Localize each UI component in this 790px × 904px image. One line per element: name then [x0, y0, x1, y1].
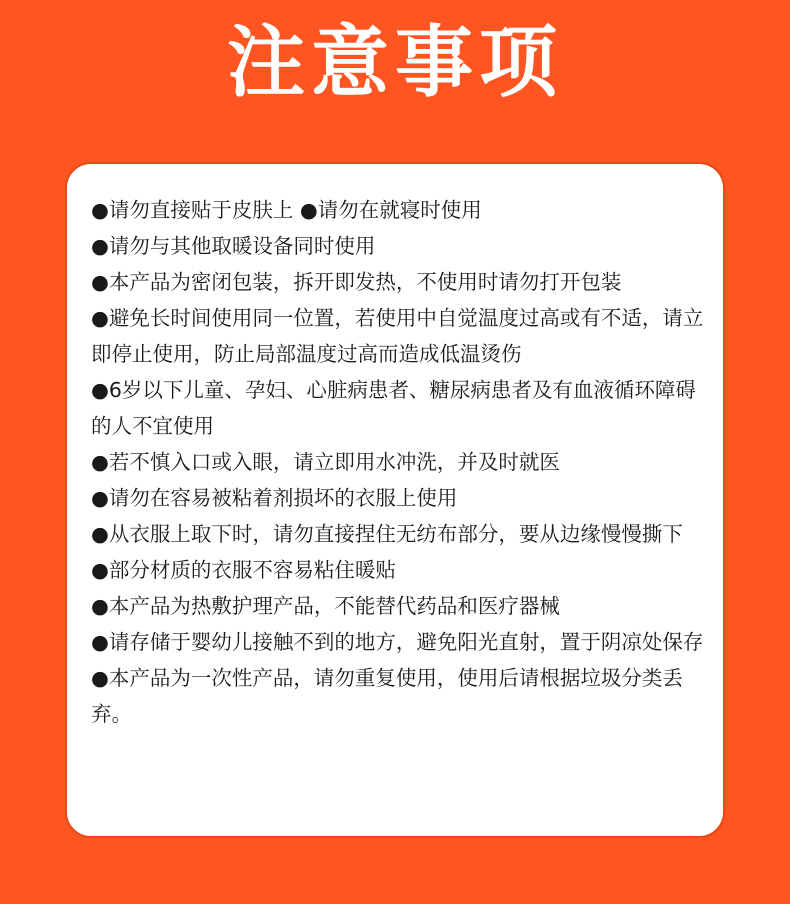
- note-item: ●本产品为热敷护理产品，不能替代药品和医疗器械: [91, 594, 560, 618]
- note-item: ●6岁以下儿童、孕妇、心脏病患者、糖尿病患者及有血液循环障碍的人不宜使用: [91, 378, 696, 438]
- note-item: ●请存储于婴幼儿接触不到的地方，避免阳光直射，置于阴凉处保存: [91, 630, 704, 654]
- page-title: 注意事项: [226, 18, 563, 108]
- note-item: ●本产品为密闭包装，拆开即发热，不使用时请勿打开包装: [91, 270, 622, 294]
- notes-list: [91, 192, 709, 732]
- note-item: ●本产品为一次性产品，请勿重复使用，使用后请根据垃圾分类丢弃。: [91, 666, 683, 726]
- note-item: ●部分材质的衣服不容易粘住暖贴: [91, 558, 396, 582]
- note-item: ●若不慎入口或入眼，请立即用水冲洗，并及时就医: [91, 450, 560, 474]
- note-item: ●请勿与其他取暖设备同时使用: [91, 234, 376, 258]
- notes-card: [65, 162, 725, 838]
- note-item: ●请勿直接贴于皮肤上 ●请勿在就寝时使用: [91, 198, 482, 222]
- note-item: ●从衣服上取下时，请勿直接捏住无纺布部分，要从边缘慢慢撕下: [91, 522, 683, 546]
- note-item: ●请勿在容易被粘着剂损坏的衣服上使用: [91, 486, 458, 510]
- note-item: ●避免长时间使用同一位置，若使用中自觉温度过高或有不适，请立即停止使用，防止局部温度过高而造成低温烫伤: [91, 306, 704, 366]
